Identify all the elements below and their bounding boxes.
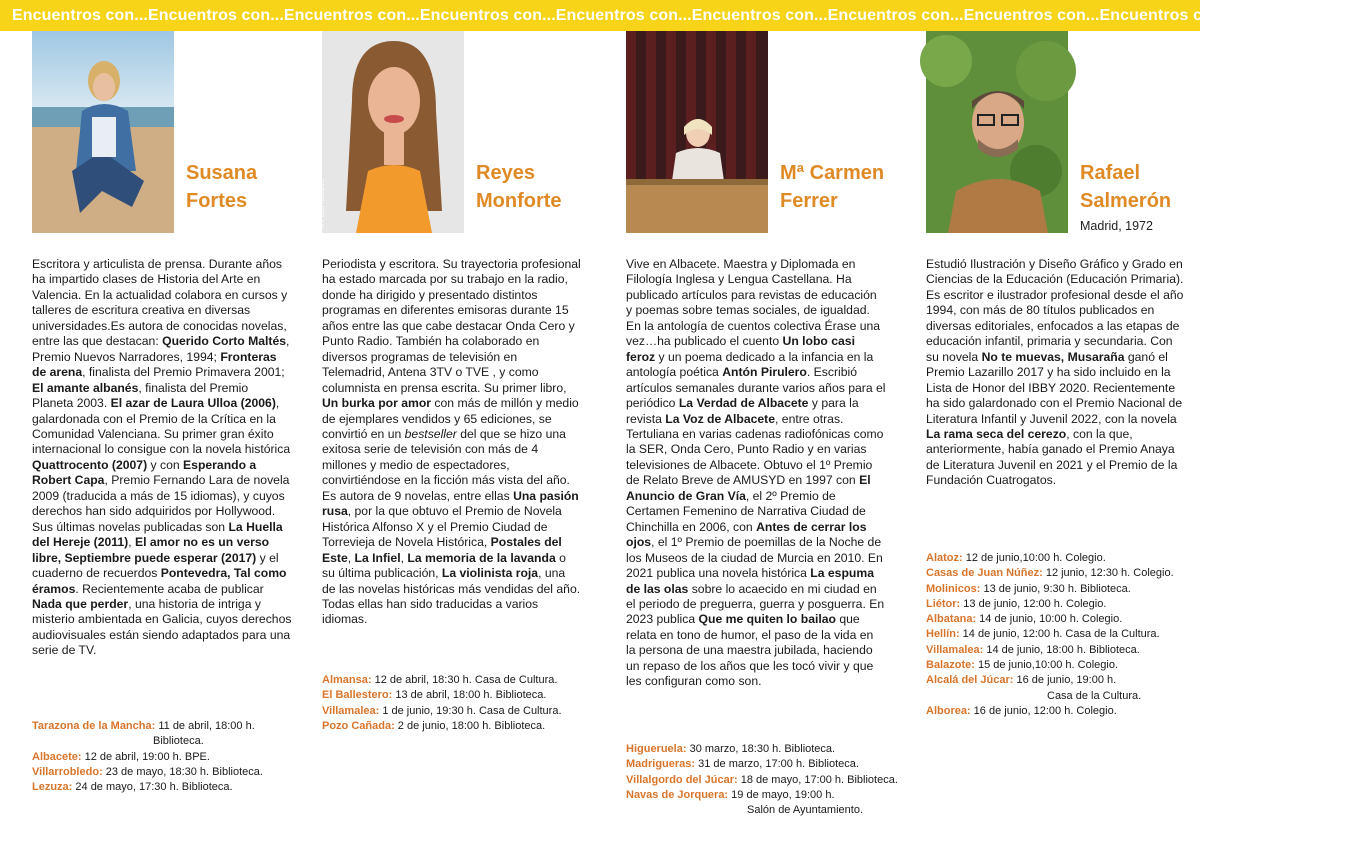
event-place: Villalgordo del Júcar: [626,773,738,786]
photo-garden-illustration [926,31,1068,233]
author-card-carmen-ferrer [626,31,906,849]
author-first-name: Susana [186,162,258,184]
author-last-name: Ferrer [780,190,838,212]
event-place: Lezuza: [32,781,73,794]
event-place: Higueruela: [626,743,687,755]
bio-text: Escritora y articulista de prensa. Durante años ha impartido clases de Historia del Arte en Valencia. En la actualidad colabora en cursos y talleres de escritura creativa en diversas universidades. [32,257,288,333]
author-photo [319,31,464,233]
author-bio [926,257,1186,489]
author-last-name: Fortes [186,190,248,212]
author-last-name: Monforte [476,190,562,212]
author-card-rafael-salmeron [926,31,1206,849]
bio-text: . Recientemente acaba de publicar [75,581,264,596]
bio-text: , [347,550,355,565]
author-last-name: Salmerón [1080,190,1172,212]
bio-emphasis: La rama seca del cerezo [926,426,1067,441]
bio-text: y un poema dedicado a la infancia en la antología poética [626,349,874,380]
bio-text: y con [147,457,184,472]
event-detail: 14 de junio, 12:00 h. Casa de la Cultura. [959,628,1160,641]
event-item [32,719,312,734]
photo-credit: © Paco Navarro [319,179,326,229]
author-card-reyes-monforte [319,31,602,849]
event-item [626,773,906,788]
event-item [32,780,312,795]
bio-text: Es autora de conocidas novelas, entre las que destacan: [32,318,287,349]
event-place: El Ballestero: [322,689,393,702]
event-item [322,704,602,719]
event-detail: 15 de junio,10:00 h. Colegio. [974,659,1119,672]
author-name [1080,159,1171,215]
event-place: Navas de Jorquera: [626,788,729,801]
event-item [626,788,906,803]
event-item [926,597,1206,612]
photo-portrait-illustration [322,31,464,233]
event-detail: 2 de junio, 18:00 h. Biblioteca. [394,719,546,732]
event-item [926,673,1206,688]
event-detail-cont: Biblioteca. [153,735,204,748]
event-place: Albacete: [32,750,82,763]
author-bio [32,257,292,659]
bio-emphasis: La Huella del Hereje (2011) [32,519,283,550]
bio-text: , el 1º Premio de poemillas de la Noche de los Museos de la ciudad de Murcia en 2010. En 2021 publica una novela histórica [626,535,883,581]
event-place: Villamalea: [926,643,984,656]
event-detail: 16 de junio, 19:00 h. [1013,674,1117,687]
bio-emphasis: Una pasión rusa [322,488,579,519]
event-item [926,566,1206,581]
event-list [322,673,602,734]
event-place: Tarazona de la Mancha: [32,720,156,732]
bio-text: Periodista y escritora. Su trayectoria profesional ha estado marcada por su trabajo en la radio, donde ha dirigido y presentado distintos programas en diferentes emisoras durante 15 años entre las que cabe destacar Onda Cero y Punto Radio. También ha colaborado en diversos programas de televisión en Telemadrid, Antena 3TV o TVE , y como columnista en prensa escrita. [322,257,581,395]
event-detail: 12 de abril, 18:30 h. Casa de Cultura. [371,674,558,686]
bio-emphasis: Pontevedra, Tal como éramos [32,566,287,596]
author-bio [322,257,582,628]
author-name [476,159,562,215]
event-item [626,742,906,757]
event-detail: 11 de abril, 18:00 h. [155,720,255,732]
bio-emphasis: El azar de Laura Ulloa (2006) [110,396,276,411]
bio-text: , finalista del Premio Primavera 2001; [82,365,285,380]
author-photo [626,31,768,233]
author-first-name: Mª Carmen [780,162,885,184]
bio-text: . Escribió artículos semanales durante varios años para el periódico [626,365,886,411]
author-name [780,159,884,215]
event-detail: 30 marzo, 18:30 h. Biblioteca. [686,743,836,755]
bio-emphasis: Antón Pirulero [722,365,807,380]
event-place: Villarrobledo: [32,765,103,778]
event-item [926,582,1206,597]
event-place: Villamalea: [322,704,380,717]
bio-emphasis: La Verdad de Albacete [678,396,809,411]
bio-emphasis: Nada que perder [32,596,129,611]
bio-text: del que se hizo una exitosa serie de televisión con más de 4 millones y medio de espectadores, convirtiéndose en la ficción más vista del año. Es autora de 9 novelas, entre ellas [322,426,570,503]
event-detail-cont: Casa de la Cultura. [1047,689,1142,702]
event-item [32,765,312,780]
event-detail: 12 junio, 12:30 h. Colegio. [1042,567,1174,580]
bio-text: o su última publicación, [322,550,566,581]
bio-emphasis: Un burka por amor [322,396,432,411]
event-detail: 1 de junio, 19:30 h. Casa de Cultura. [379,704,562,717]
event-item [322,719,602,734]
author-photo [926,31,1068,233]
event-place: Casas de Juan Núñez: [926,567,1043,580]
bio-emphasis: La Infiel [354,550,401,565]
event-detail: 12 de junio,10:00 h. Colegio. [962,552,1106,564]
event-place: Alborea: [926,704,971,717]
event-item [322,673,602,688]
bio-text: , por la que obtuvo el Premio de Novela Histórica Alfonso X y el Premio Ciudad de Torrevieja de Novela Histórica, [322,504,562,550]
bio-emphasis: No te muevas, Musaraña [981,349,1125,364]
bio-emphasis: El amante albanés [32,380,139,395]
event-detail: 13 de junio, 9:30 h. Biblioteca. [980,582,1131,595]
event-item [626,757,906,772]
bio-text: , una de las novelas históricas más vendidas del año. Todas ellas han sido traducidas a varios idiomas. [322,566,581,627]
bio-emphasis: Antes de cerrar los ojos [626,519,867,550]
bio-emphasis: Fronteras de arena [32,349,277,380]
author-card-susana-fortes [32,31,312,849]
photo-stage-illustration [626,31,768,233]
event-item [926,704,1206,719]
event-detail: 13 de junio, 12:00 h. Colegio. [960,597,1107,610]
bio-text: y para la revista [626,396,859,426]
event-item [926,643,1206,658]
event-place: Madrigueras: [626,758,696,771]
event-detail: 12 de abril, 19:00 h. BPE. [81,750,210,763]
event-list [626,742,906,818]
bio-text: , Premio Nuevos Narradores, 1994; [32,334,290,364]
bio-text: ganó el Premio Lazarillo 2017 y ha sido incluido en la Lista de Honor del IBBY 2020. Recientemente ha sido galardonado con el Premio Nacional de Literatura Infantil y Juvenil 2022, con la novela [926,349,1183,426]
bio-text: y el cuaderno de recuerdos [32,550,279,581]
event-place: Hellín: [926,628,960,641]
event-detail: 14 de junio, 10:00 h. Colegio. [976,613,1123,626]
event-item [926,627,1206,642]
bio-text: , finalista del Premio Planeta 2003. [32,380,249,411]
event-detail: 14 de junio, 18:00 h. Biblioteca. [983,643,1140,656]
author-birth: Madrid, 1972 [1080,219,1153,233]
photo-beach-illustration [32,31,174,233]
bio-emphasis: La espuma de las olas [626,566,874,596]
bio-text: , con la que, anteriormente, había ganado el Premio Anaya de Literatura Juvenil en 2021 y el Premio de la Fundación Cuatrogatos. [926,426,1178,488]
event-place: Alatoz: [926,552,963,564]
event-item [32,750,312,765]
bio-text: , [128,535,135,550]
bio-text: Estudió Ilustración y Diseño Gráfico y Grado en Ciencias de la Educación (Educación Primaria). Es escritor e ilustrador profesional desde el año 1994, con más de 80 títulos publicados en diversas editoriales, enfocados a las etapas de educación infantil, primaria y secundaria. Con su novela [926,257,1184,364]
bio-text: que relata en tono de humor, el paso de la vida en la persona de una maestra jubilada, haciendo un repaso de los años que les tocó vivir y que les configuran como son. [626,612,874,689]
bio-text: , entre otras. Tertuliana en varias cadenas radiofónicas como la SER, Onda Cero, Punto Radio y en varias televisiones de Albacete. Obtuvo el 1º Premio de Relato Breve de AMUSYD en 1997 con [626,411,884,488]
bio-emphasis: Que me quiten lo bailao [698,612,836,627]
bio-emphasis: Postales del Este [322,535,562,565]
event-place: Molinicos: [926,582,981,595]
event-detail: 18 de mayo, 17:00 h. Biblioteca. [737,773,898,786]
event-item [926,612,1206,627]
bio-text: Su primer libro, [480,380,567,395]
event-place: Liétor: [926,597,961,610]
event-detail-cont: Salón de Ayuntamiento. [747,804,863,817]
author-first-name: Reyes [476,162,535,184]
event-place: Albatana: [926,613,977,626]
event-place: Alcalá del Júcar: [926,674,1014,687]
bio-text: , [400,550,408,565]
event-detail: 23 de mayo, 18:30 h. Biblioteca. [102,765,263,778]
bio-emphasis: Quattrocento (2007) [32,457,148,472]
event-item [322,688,602,703]
bio-emphasis: Esperando a Robert Capa [32,457,257,488]
author-photo [32,31,174,233]
event-list [926,551,1206,719]
bio-text: , Premio Fernando Lara de novela 2009 (traducida a más de 15 idiomas), y cuyos derechos han sido adquiridos por Hollywood. Sus últimas novelas publicadas son [32,473,290,534]
header-banner [0,0,1371,31]
banner-text: Encuentros con...Encuentros con...Encuentros con...Encuentros con...Encuentros con...Encuentros con...Encuentros con...Encuentros con...Encuentros con...Encuentros con... [12,7,1371,24]
event-list [32,719,312,795]
bio-emphasis: La memoria de la lavanda [407,550,556,565]
event-detail: 19 de mayo, 19:00 h. [728,788,835,801]
event-detail: 16 de junio, 12:00 h. Colegio. [970,704,1117,717]
event-place: Almansa: [322,674,372,686]
event-detail: 13 de abril, 18:00 h. Biblioteca. [392,689,547,702]
bio-italic: bestseller [404,426,457,441]
bio-text: , galardonada con el Premio de la Crítica en la Comunidad Valenciana. Su primer gran éxito internacional lo consigue con la novela histórica [32,396,291,457]
event-item [926,658,1206,673]
bio-emphasis: El amor no es un verso libre, Septiembre puede esperar (2017) [32,535,270,565]
bio-emphasis: La Voz de Albacete [665,411,776,426]
bio-text: , el 2º Premio de Certamen Femenino de Narrativa Ciudad de Chinchilla en 2006, con [626,488,866,534]
event-place: Balazote: [926,659,975,672]
event-item [926,551,1206,566]
bio-text: con más de millón y medio de ejemplares vendidos y 65 ediciones, se convirtió en un [322,396,579,441]
bio-emphasis: El Anuncio de Gran Vía [626,473,871,503]
bio-emphasis: Un lobo casi feroz [626,334,855,364]
bio-text: sobre lo acaecido en mi ciudad en el periodo de preguerra, guerra y posguerra. En 2023 publica [626,581,885,627]
author-bio [626,257,886,690]
event-detail: 24 de mayo, 17:30 h. Biblioteca. [72,781,233,794]
bio-emphasis: Querido Corto Maltés [162,334,287,349]
event-detail: 31 de marzo, 17:00 h. Biblioteca. [695,758,859,771]
event-place: Pozo Cañada: [322,719,395,732]
author-first-name: Rafael [1080,162,1141,184]
author-name [186,159,257,215]
bio-emphasis: La violinista roja [441,566,539,581]
bio-text: , una historia de intriga y misterio ambientada en Galicia, cuyos derechos audiovisuales están siendo adaptados para una serie de TV. [32,596,292,658]
bio-text: Vive en Albacete. Maestra y Diplomada en Filología Inglesa y Lengua Castellana. Ha publicado artículos para revistas de educación y poemas sobre temas sociales, de igualdad. En la antología de cuentos colectiva Érase una vez…ha publicado el cuento [626,257,881,349]
